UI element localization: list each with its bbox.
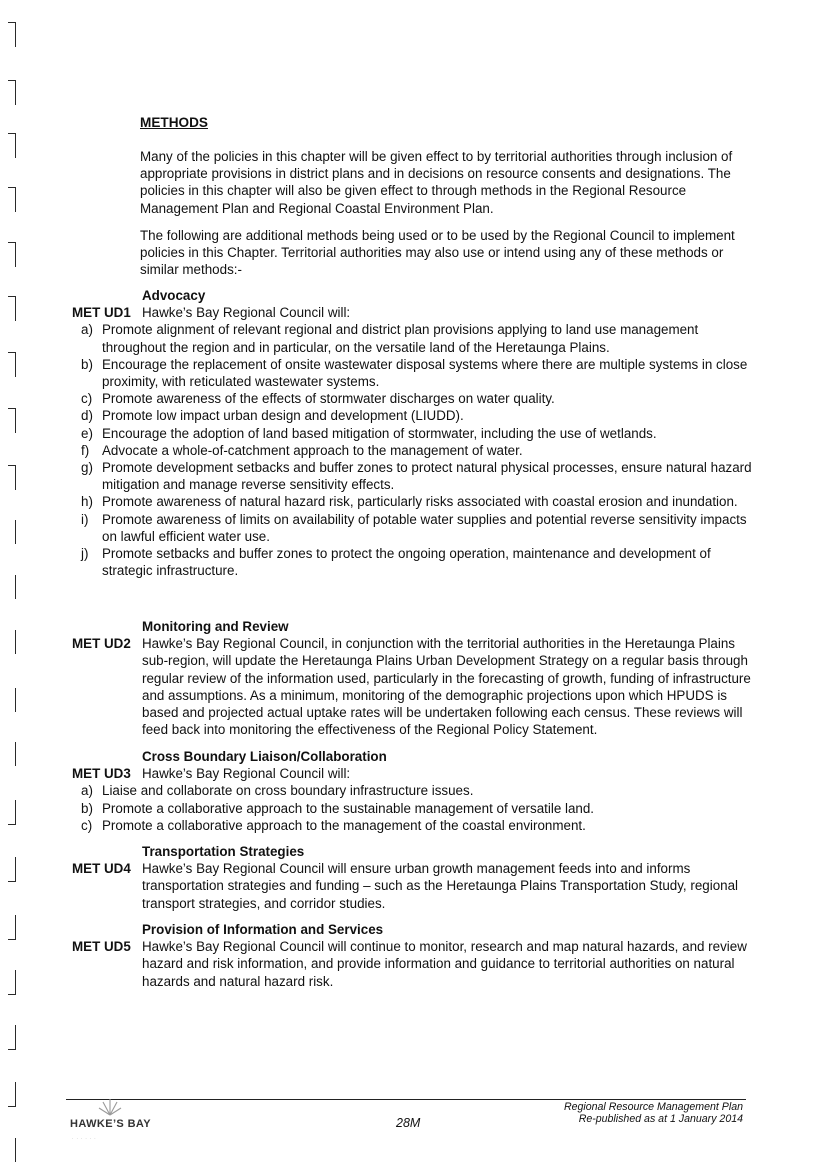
method-section-transportation bbox=[72, 843, 752, 912]
section-title: Provision of Information and Services bbox=[142, 922, 384, 937]
section-body: Hawke’s Bay Regional Council, in conjunction with the territorial authorities in the Heretaunga Plains sub-region, will update the Heretaunga Plains Urban Development Strategy on a regular basis through regular review of the information used, particularly in the forecasting of growth, funding of infrastructure and assumptions. As a minimum, monitoring of the demographic projections upon which HPUDS is based and projected actual uptake rates will be undertaken following each census. These reviews will feed back into monitoring the effectiveness of the Regional Policy Statement. bbox=[142, 636, 751, 738]
intro-paragraph: The following are additional methods being used or to be used by the Regional Council to implement policies in this Chapter. Territorial authorities may also use or intend using any of these methods or similar methods:- bbox=[140, 228, 735, 278]
method-list bbox=[81, 782, 752, 834]
item-text: Encourage the adoption of land based mitigation of stormwater, including the use of wetlands. bbox=[102, 425, 657, 441]
sun-rays-icon bbox=[98, 1095, 122, 1117]
logo-decoration: · · · · · · bbox=[72, 1136, 97, 1141]
list-item bbox=[81, 321, 752, 355]
method-code: MET UD3 bbox=[72, 766, 131, 781]
list-item bbox=[81, 390, 752, 407]
item-label: f) bbox=[81, 442, 90, 458]
logo-text: HAWKE’S BAY bbox=[70, 1118, 152, 1130]
section-body: Hawke’s Bay Regional Council will: bbox=[142, 766, 351, 782]
item-label: i) bbox=[81, 511, 89, 527]
intro-paragraph: Many of the policies in this chapter will be given effect to by territorial authorities through inclusion of appropriate provisions in district plans and in decisions on resource consents and designations. The policies in this chapter will also be given effect to through methods in the Regional Resource Management Plan and Regional Coastal Environment Plan. bbox=[140, 149, 733, 216]
item-label: e) bbox=[81, 425, 93, 441]
list-item bbox=[81, 800, 752, 817]
list-item bbox=[81, 425, 752, 442]
list-item bbox=[81, 817, 752, 834]
item-label: j) bbox=[81, 546, 89, 562]
list-item bbox=[81, 493, 752, 510]
footer-plan-info bbox=[564, 1101, 743, 1125]
method-code: MET UD1 bbox=[72, 305, 131, 320]
plan-name: Regional Resource Management Plan bbox=[563, 1101, 743, 1113]
list-item bbox=[81, 356, 752, 390]
item-text: Promote awareness of limits on availability of potable water supplies and potential reverse sensitivity impacts on lawful efficient water use. bbox=[102, 511, 747, 544]
item-text: Encourage the replacement of onsite wastewater disposal systems where there are multiple systems in close proximity, with reticulated wastewater systems. bbox=[102, 356, 748, 390]
method-section-information bbox=[72, 921, 752, 990]
list-item bbox=[81, 545, 752, 579]
page-heading: METHODS bbox=[140, 115, 208, 130]
section-body: Hawke’s Bay Regional Council will continue to monitor, research and map natural hazards, and review hazard and risk information, and provide information and guidance to territorial authorities on natural hazards and natural hazard risk. bbox=[142, 939, 747, 989]
method-code: MET UD5 bbox=[72, 939, 131, 954]
item-label: d) bbox=[81, 408, 93, 424]
item-text: Advocate a whole-of-catchment approach to the management of water. bbox=[102, 442, 523, 458]
binding-marks bbox=[0, 0, 40, 1161]
item-text: Promote a collaborative approach to the sustainable management of versatile land. bbox=[102, 800, 595, 816]
item-label: a) bbox=[81, 783, 93, 799]
item-text: Promote development setbacks and buffer zones to protect natural physical processes, ensure natural hazard mitigation and manage reverse sensitivity effects. bbox=[102, 460, 752, 493]
section-body: Hawke’s Bay Regional Council will: bbox=[142, 305, 351, 321]
item-label: g) bbox=[81, 460, 93, 476]
method-section-advocacy bbox=[72, 287, 752, 579]
list-item bbox=[81, 407, 752, 424]
item-label: a) bbox=[81, 322, 93, 338]
method-section-cross-boundary bbox=[72, 748, 752, 834]
method-code: MET UD4 bbox=[72, 861, 131, 876]
item-label: c) bbox=[81, 391, 93, 407]
item-label: b) bbox=[81, 356, 93, 372]
list-item bbox=[81, 459, 752, 493]
item-text: Liaise and collaborate on cross boundary infrastructure issues. bbox=[102, 783, 474, 799]
section-title: Transportation Strategies bbox=[142, 844, 305, 859]
item-text: Promote awareness of the effects of stormwater discharges on water quality. bbox=[102, 391, 555, 407]
footer-rule bbox=[66, 1099, 746, 1100]
method-code: MET UD2 bbox=[72, 636, 131, 651]
item-label: b) bbox=[81, 800, 93, 816]
item-label: c) bbox=[81, 817, 93, 833]
page-number: 28M bbox=[396, 1116, 421, 1130]
method-section-monitoring bbox=[72, 618, 752, 738]
item-text: Promote alignment of relevant regional and district plan provisions applying to land use management throughout the region and in particular, on the versatile land of the Heretaunga Plains. bbox=[102, 322, 699, 355]
list-item bbox=[81, 442, 752, 459]
list-item bbox=[81, 782, 752, 799]
section-title: Advocacy bbox=[142, 288, 206, 303]
list-item bbox=[81, 511, 752, 545]
hawkes-bay-logo bbox=[70, 1095, 165, 1141]
item-text: Promote setbacks and buffer zones to protect the ongoing operation, maintenance and development of strategic infrastructure. bbox=[102, 546, 711, 579]
republished-date: Re-published as at 1 January 2014 bbox=[578, 1113, 743, 1125]
item-label: h) bbox=[81, 494, 93, 510]
item-text: Promote awareness of natural hazard risk, particularly risks associated with coastal erosion and inundation. bbox=[102, 494, 738, 510]
section-title: Monitoring and Review bbox=[142, 619, 289, 634]
section-body: Hawke’s Bay Regional Council will ensure urban growth management feeds into and informs transportation strategies and funding – such as the Heretaunga Plains Transportation Study, regional transport strategies, and corridor studies. bbox=[142, 861, 739, 911]
item-text: Promote low impact urban design and development (LIUDD). bbox=[102, 408, 464, 424]
method-list bbox=[81, 321, 752, 579]
item-text: Promote a collaborative approach to the management of the coastal environment. bbox=[102, 817, 586, 833]
section-title: Cross Boundary Liaison/Collaboration bbox=[142, 749, 387, 764]
